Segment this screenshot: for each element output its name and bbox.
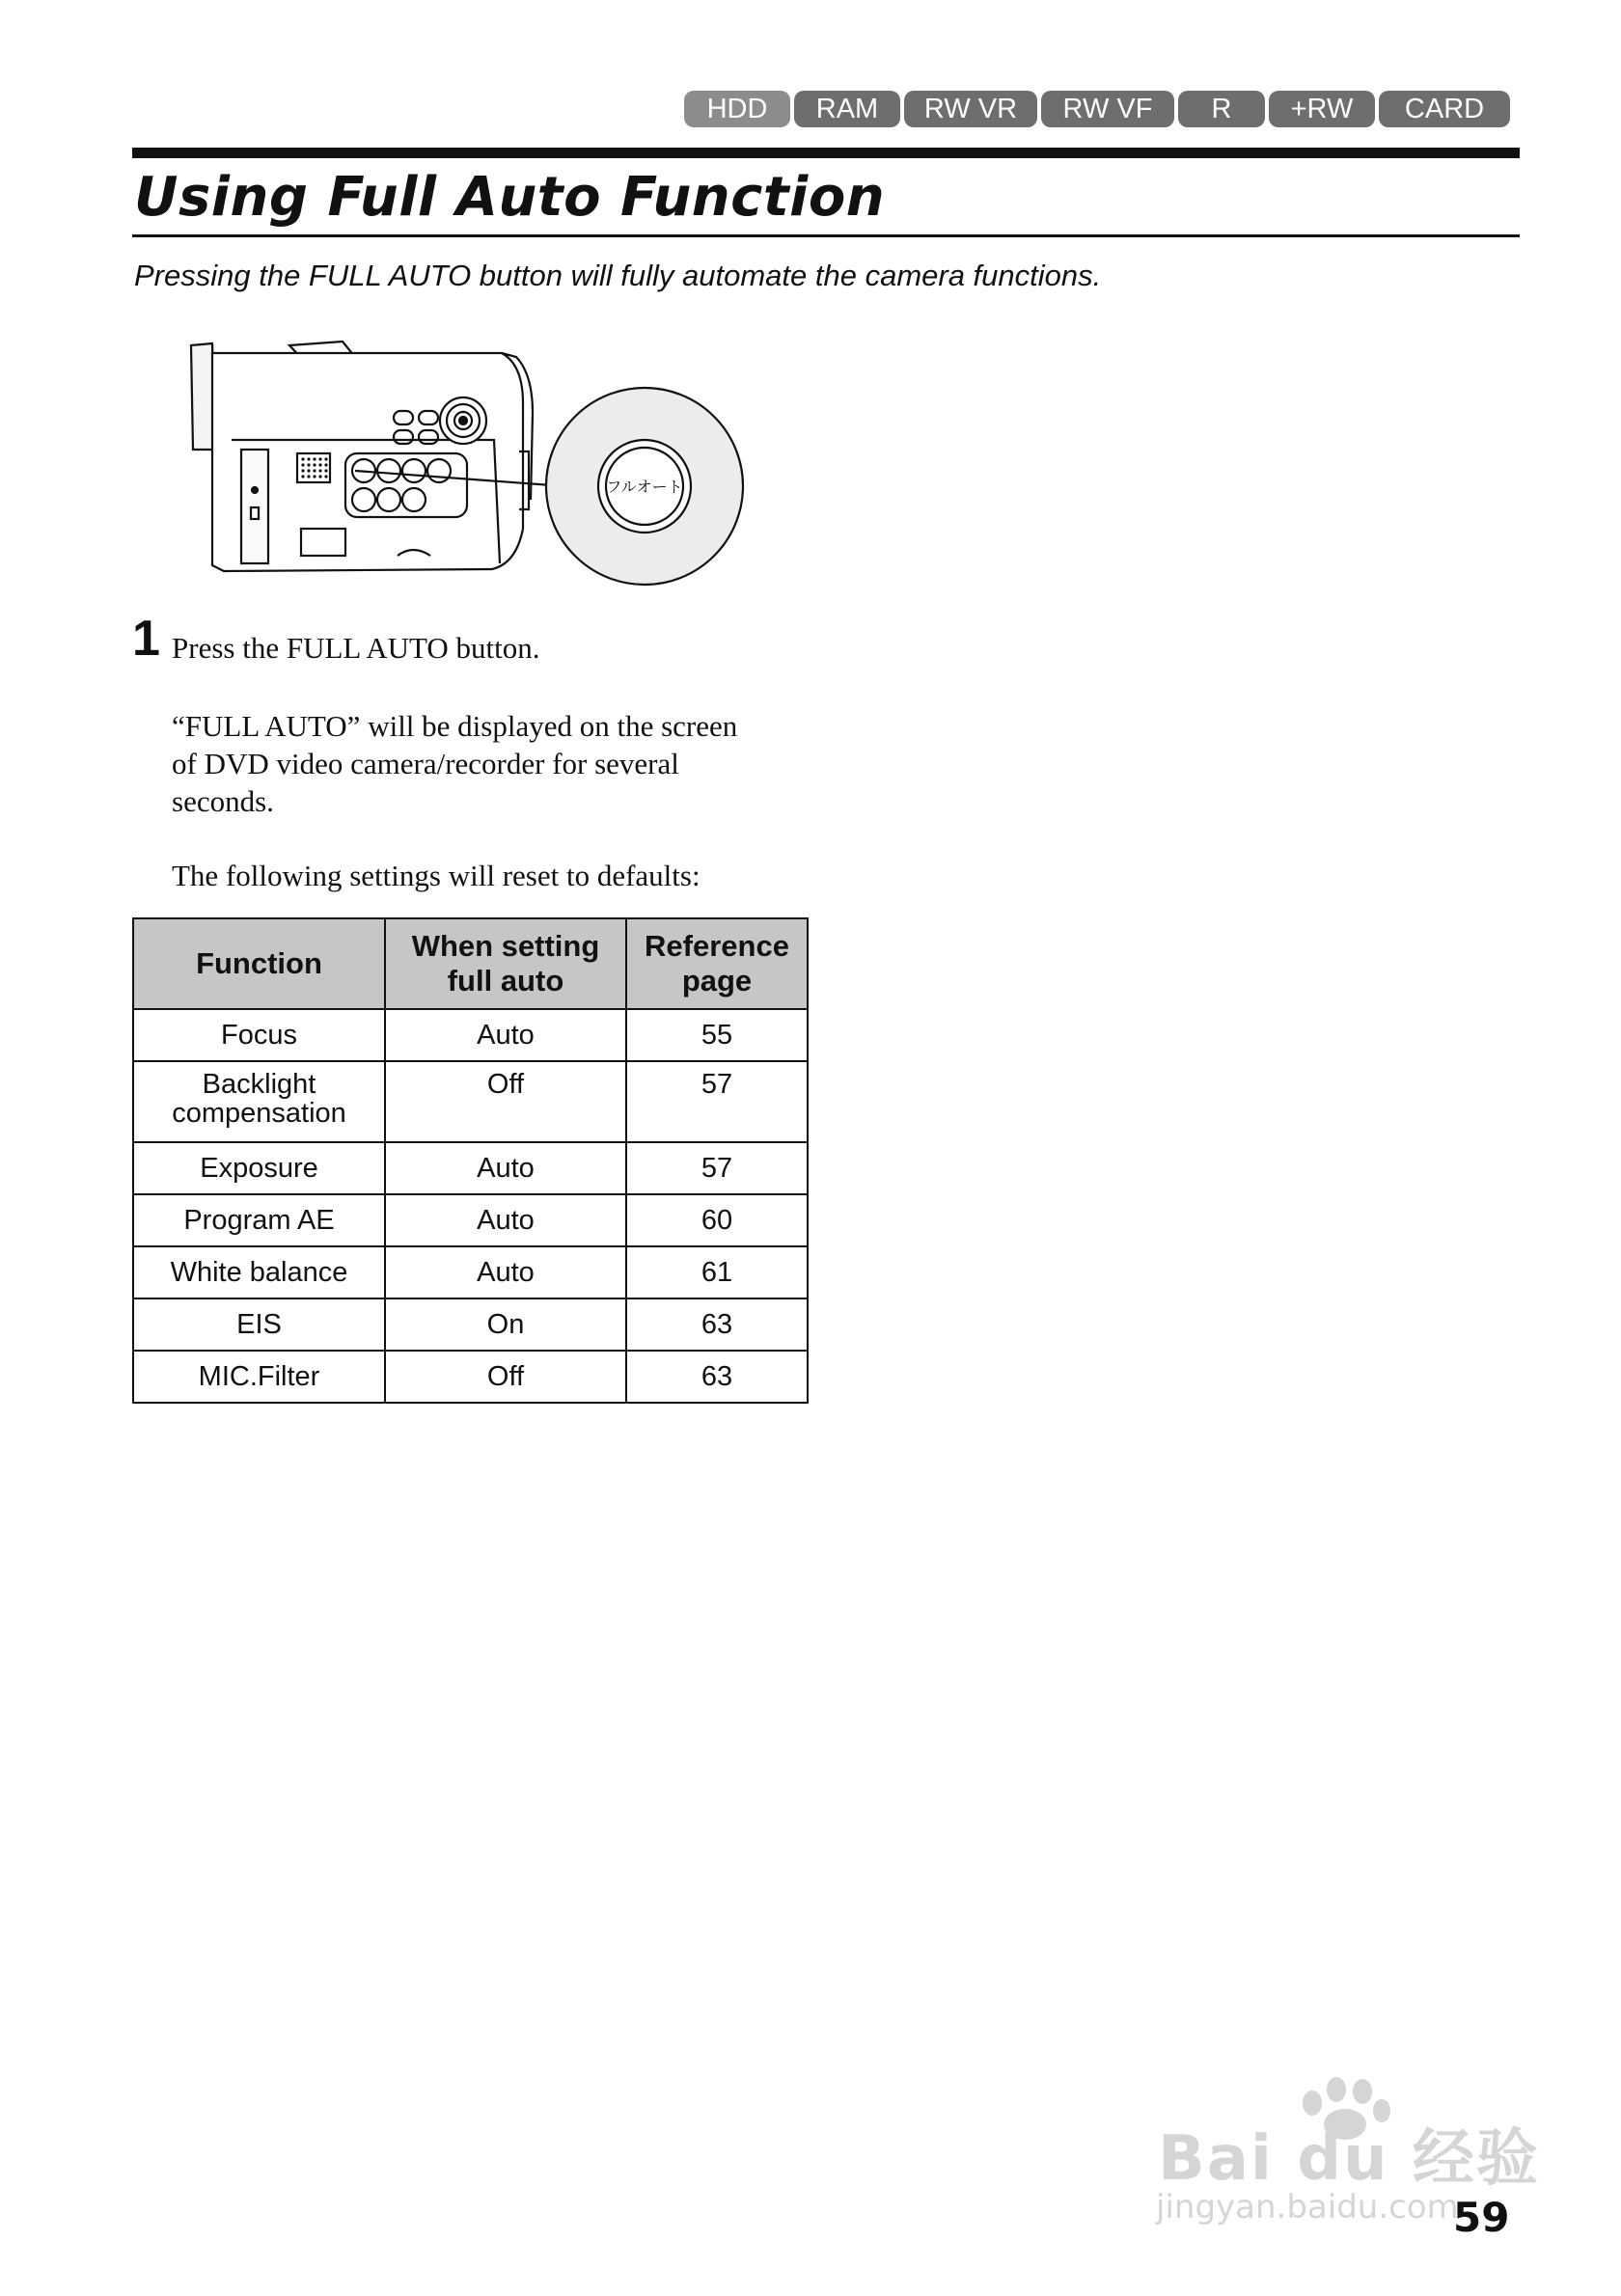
setting-cell: Auto <box>385 1009 626 1061</box>
page-title: Using Full Auto Function <box>134 166 886 229</box>
table-header-row <box>133 918 808 1009</box>
watermark-url: jingyan.baidu.com <box>1156 2188 1459 2227</box>
page-cell: 57 <box>626 1061 808 1142</box>
watermark-logo: Bai du 经验 <box>1158 2123 1540 2195</box>
full-auto-button-label: フルオート <box>606 478 683 496</box>
page-cell: 55 <box>626 1009 808 1061</box>
table-row <box>133 1009 808 1061</box>
page-number: 59 <box>1453 2194 1510 2241</box>
tab-card: CARD <box>1379 91 1510 127</box>
page-cell: 63 <box>626 1298 808 1351</box>
function-cell: Program AE <box>133 1194 385 1246</box>
setting-cell: Auto <box>385 1246 626 1298</box>
step-instruction: Press the FULL AUTO button. <box>172 631 540 665</box>
title-bottom-rule <box>132 234 1520 237</box>
tab-r: R <box>1178 91 1265 127</box>
function-cell: White balance <box>133 1246 385 1298</box>
function-cell: MIC.Filter <box>133 1351 385 1403</box>
tab-hdd: HDD <box>684 91 790 127</box>
tab-rw-vf: RW VF <box>1041 91 1174 127</box>
page-cell: 57 <box>626 1142 808 1194</box>
page-cell: 61 <box>626 1246 808 1298</box>
tab-rw-vr: RW VR <box>904 91 1037 127</box>
function-cell: Exposure <box>133 1142 385 1194</box>
tab-plus-rw: +RW <box>1269 91 1375 127</box>
camcorder-illustration <box>183 336 762 596</box>
setting-cell: Auto <box>385 1194 626 1246</box>
table-row <box>133 1351 808 1403</box>
page-cell: 60 <box>626 1194 808 1246</box>
defaults-intro: The following settings will reset to defaults: <box>172 859 701 892</box>
table-row <box>133 1142 808 1194</box>
setting-cell: On <box>385 1298 626 1351</box>
step-number: 1 <box>132 611 160 667</box>
function-cell: Focus <box>133 1009 385 1061</box>
header-function: Function <box>133 918 385 1009</box>
setting-cell: Off <box>385 1351 626 1403</box>
setting-cell: Off <box>385 1061 626 1142</box>
intro-text: Pressing the FULL AUTO button will fully automate the camera functions. <box>134 259 1102 292</box>
table-row <box>133 1298 808 1351</box>
media-tabs <box>684 91 1510 127</box>
header-when-setting: When setting full auto <box>385 918 626 1009</box>
tab-ram: RAM <box>794 91 900 127</box>
full-auto-settings-table <box>132 917 809 1404</box>
step-paragraph-line: “FULL AUTO” will be displayed on the screen <box>172 709 738 743</box>
function-cell: EIS <box>133 1298 385 1351</box>
table-row <box>133 1246 808 1298</box>
camcorder-icon <box>183 336 762 596</box>
step-paragraph-line: of DVD video camera/recorder for several <box>172 747 679 780</box>
title-top-rule <box>132 148 1520 158</box>
table-row <box>133 1061 808 1142</box>
table-row <box>133 1194 808 1246</box>
header-reference-page: Reference page <box>626 918 808 1009</box>
setting-cell: Auto <box>385 1142 626 1194</box>
step-paragraph-line: seconds. <box>172 784 274 818</box>
page-cell: 63 <box>626 1351 808 1403</box>
function-cell: Backlight compensation <box>133 1061 385 1142</box>
